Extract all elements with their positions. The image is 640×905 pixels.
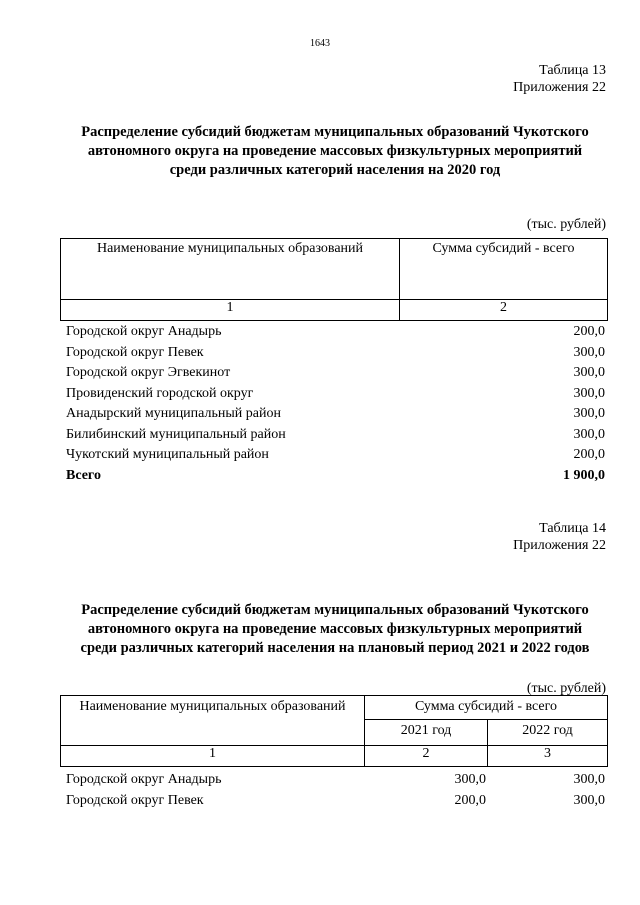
table13-caption-line2: Приложения 22 [513,80,606,95]
table-row [66,363,605,384]
table-row [66,384,605,405]
table14-title-line3: среди различных категорий населения на плановый период 2021 и 2022 годов [80,640,590,656]
table-row [66,790,605,811]
row-sum: 300,0 [573,385,605,401]
table-row [66,404,605,425]
table14-caption-line1: Таблица 14 [539,521,606,536]
row-name: Городской округ Певек [66,792,204,808]
table-row [66,769,605,790]
table13-body [66,322,605,486]
table13-units: (тыс. рублей) [526,217,606,232]
row-2021: 200,0 [454,792,486,808]
table13-col2-num: 2 [400,300,608,321]
table13-caption [513,62,606,96]
row-sum: 300,0 [573,365,605,381]
table14-title-line1: Распределение субсидий бюджетам муниципальных образований Чукотского [81,602,589,618]
row-2021: 300,0 [454,771,486,787]
table13-header [60,238,608,321]
total-sum: 1 900,0 [563,467,605,483]
table13-title-line1: Распределение субсидий бюджетам муниципальных образований Чукотского [81,124,589,140]
table14-body [66,769,605,811]
table13-title-line2: автономного округа на проведение массовых физкультурных мероприятий [87,143,583,159]
table14-sum-header: Сумма субсидий - всего [365,696,608,720]
row-name: Городской округ Анадырь [66,771,222,787]
row-name: Провиденский городской округ [66,385,254,401]
table-row [66,445,605,466]
table13-col1-header: Наименование муниципальных образований [61,239,400,300]
total-row [66,466,605,487]
table14-col1-num: 1 [61,746,365,767]
row-2022: 300,0 [573,792,605,808]
table14-year2-header: 2022 год [488,720,608,746]
row-sum: 300,0 [573,344,605,360]
row-sum: 300,0 [573,426,605,442]
table13-title-line3: среди различных категорий населения на 2020 год [169,162,501,178]
row-2022: 300,0 [573,771,605,787]
row-sum: 200,0 [573,324,605,340]
table14-title-line2: автономного округа на проведение массовых физкультурных мероприятий [87,621,583,637]
row-name: Городской округ Эгвекинот [66,365,231,381]
table13-title [60,123,610,180]
table13-col1-num: 1 [61,300,400,321]
table13-col2-header: Сумма субсидий - всего [400,239,608,300]
table14-col3-num: 3 [488,746,608,767]
table14-header [60,695,608,767]
table-row [66,425,605,446]
table14-col2-num: 2 [365,746,488,767]
table14-year1-header: 2021 год [365,720,488,746]
row-name: Чукотский муниципальный район [66,447,269,463]
row-sum: 300,0 [573,406,605,422]
row-name: Билибинский муниципальный район [66,426,286,442]
table14-caption-line2: Приложения 22 [513,538,606,553]
table13-caption-line1: Таблица 13 [539,63,606,78]
row-name: Городской округ Певек [66,344,204,360]
page-number: 1643 [310,38,330,49]
table14-title [60,601,610,658]
row-name: Городской округ Анадырь [66,324,222,340]
table-row [66,322,605,343]
total-label: Всего [66,467,101,483]
table14-col1-header: Наименование муниципальных образований [61,696,365,746]
table14-units: (тыс. рублей) [526,681,606,696]
row-name: Анадырский муниципальный район [66,406,281,422]
table14-caption [513,520,606,554]
table-row [66,343,605,364]
row-sum: 200,0 [573,447,605,463]
